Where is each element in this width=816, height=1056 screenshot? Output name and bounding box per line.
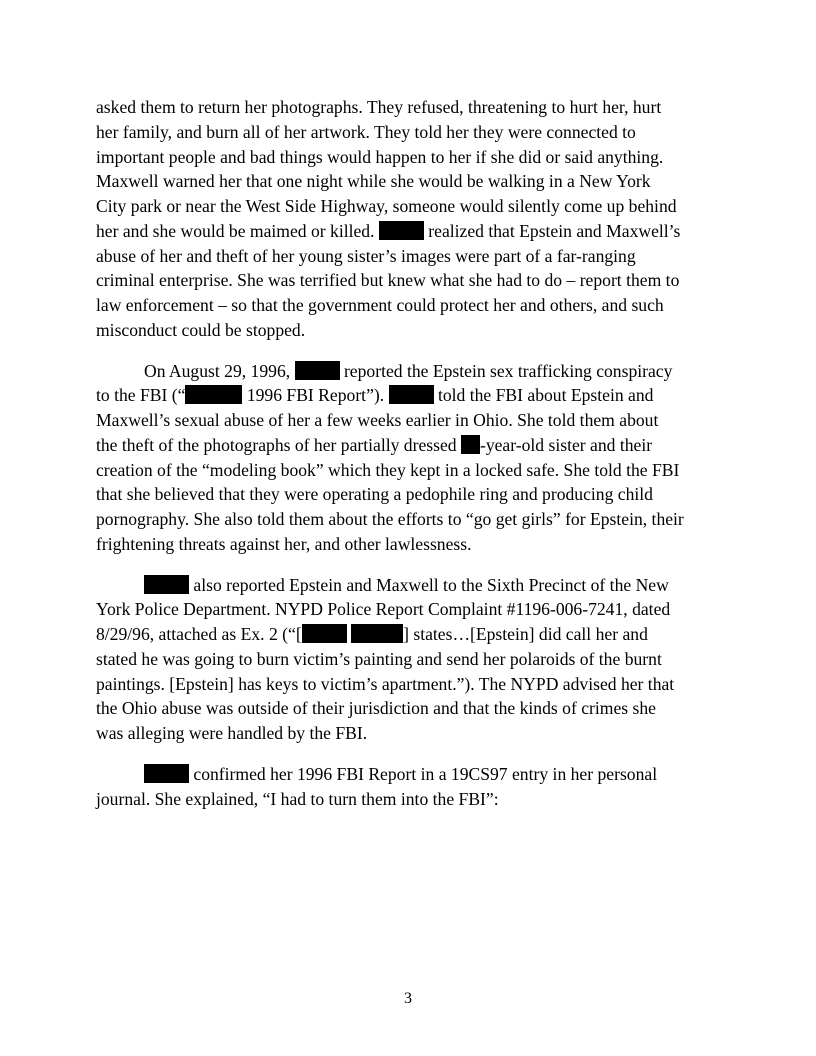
redaction-bar: [389, 385, 434, 404]
text-line: City park or near the West Side Highway, someone would silently come up behind: [96, 196, 677, 216]
text-line: pornography. She also told them about the efforts to “go get girls” for Epstein, their: [96, 509, 684, 529]
text-line: misconduct could be stopped.: [96, 319, 306, 340]
text-line: paintings. [Epstein] has keys to victim’s apartment.”). The NYPD advised her that: [96, 673, 675, 694]
text-line: the Ohio abuse was outside of their jurisdiction and that the kinds of crimes she: [96, 698, 656, 719]
document-body: [96, 95, 724, 811]
paragraph-4: [96, 762, 724, 812]
redaction-bar: [461, 435, 480, 454]
redaction-bar: [351, 624, 403, 643]
text-line: creation of the “modeling book” which they kept in a locked safe. She told the FBI: [96, 459, 680, 480]
paragraph-1: [96, 95, 724, 343]
text-line: to the FBI (“ 1996 FBI Report”). told the FBI about Epstein and: [96, 385, 654, 406]
text-line: Maxwell’s sexual abuse of her a few weeks earlier in Ohio. She told them about: [96, 410, 659, 430]
redaction-bar: [295, 361, 340, 380]
text-line: criminal enterprise. She was terrified but knew what she had to do – report them to: [96, 270, 680, 291]
text-line: asked them to return her photographs. They refused, threatening to hurt her, hurt: [96, 97, 662, 117]
text-line: that she believed that they were operating a pedophile ring and producing child: [96, 484, 653, 505]
text-line: was alleging were handled by the FBI.: [96, 723, 368, 743]
text-line: stated he was going to burn victim’s painting and send her polaroids of the burnt: [96, 648, 662, 669]
text-line: also reported Epstein and Maxwell to the Sixth Precinct of the New: [96, 573, 724, 598]
text-line: journal. She explained, “I had to turn them into the FBI”:: [96, 788, 499, 809]
text-line: Maxwell warned her that one night while she would be walking in a New York: [96, 171, 651, 192]
page-number: 3: [404, 990, 412, 1007]
text-line: her family, and burn all of her artwork. They told her they were connected to: [96, 121, 636, 142]
text-line: 8/29/96, attached as Ex. 2 (“[ ] states…[Epstein] did call her and: [96, 624, 648, 644]
text-line: abuse of her and theft of her young sister’s images were part of a far-ranging: [96, 245, 636, 266]
redaction-bar: [144, 764, 189, 783]
text-line: confirmed her 1996 FBI Report in a 19CS97 entry in her personal: [96, 762, 724, 787]
redaction-bar: [185, 385, 242, 404]
text-line: frightening threats against her, and other lawlessness.: [96, 533, 472, 554]
redaction-bar: [379, 221, 424, 240]
redaction-bar: [144, 575, 189, 594]
text-line: law enforcement – so that the government could protect her and others, and such: [96, 295, 664, 315]
text-line: her and she would be maimed or killed. realized that Epstein and Maxwell’s: [96, 220, 681, 241]
paragraph-3: [96, 573, 724, 746]
text-line: York Police Department. NYPD Police Report Complaint #1196-006-7241, dated: [96, 599, 671, 620]
text-line: the theft of the photographs of her partially dressed -year-old sister and their: [96, 434, 653, 455]
text-line: important people and bad things would happen to her if she did or said anything.: [96, 146, 664, 167]
text-line: On August 29, 1996, reported the Epstein sex trafficking conspiracy: [144, 360, 673, 381]
redaction-bar: [302, 624, 347, 643]
paragraph-2: [96, 359, 724, 557]
